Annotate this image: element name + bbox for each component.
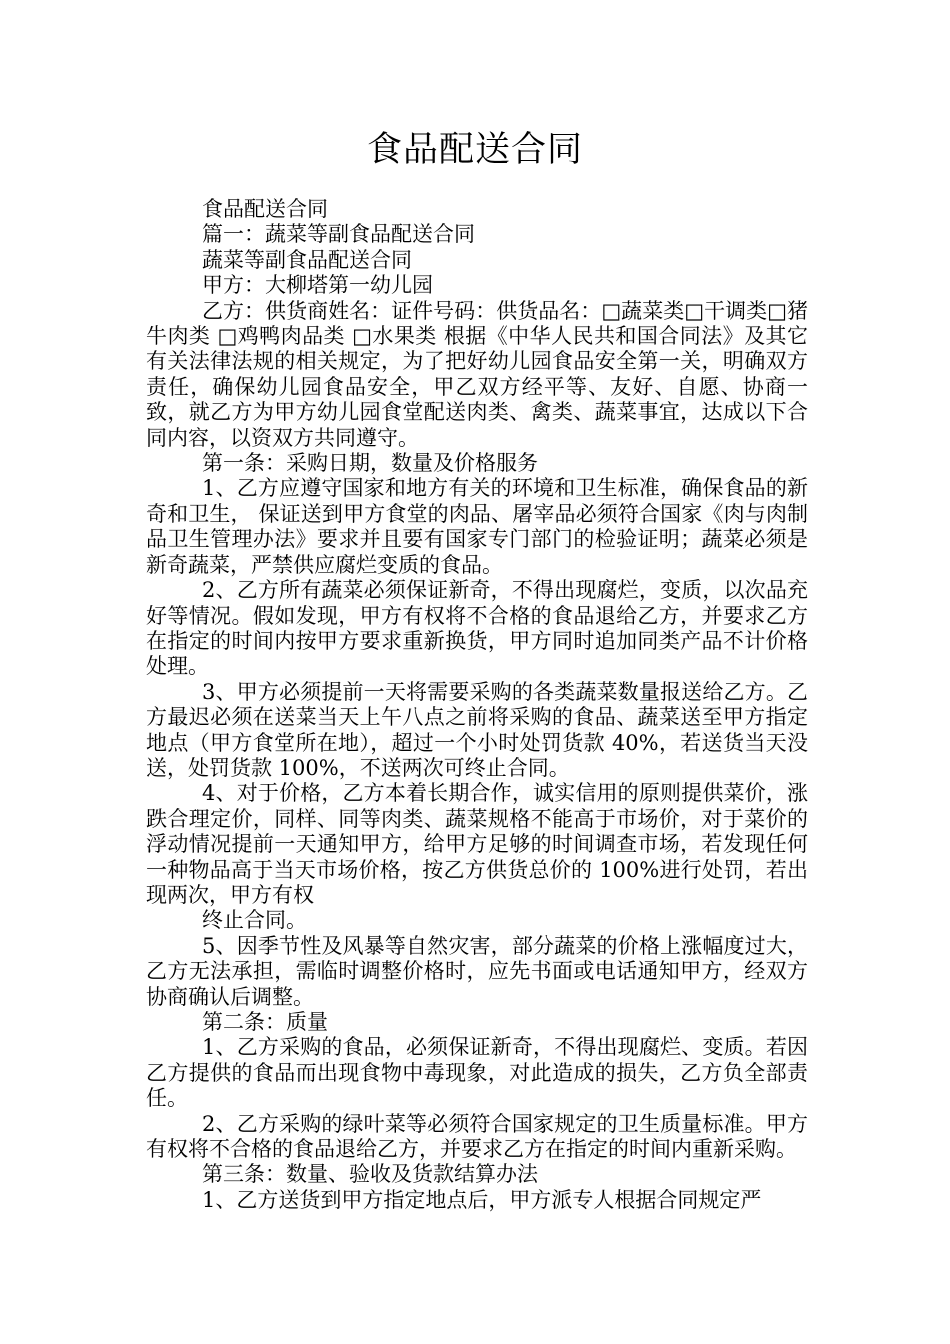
document-title: 食品配送合同 [366, 130, 583, 170]
paragraph-heading: 食品配送合同 [202, 197, 328, 221]
paragraph-chapter-one: 篇一：蔬菜等副食品配送合同 [202, 222, 475, 247]
clause-3-1: 1、乙方送货到甲方指定地点后，甲方派专人根据合同规定严 [202, 1187, 762, 1212]
clause-1-5: 5、因季节性及风暴等自然灾害，部分蔬菜的价格上涨幅度过大，乙方无法承担，需临时调整价格时，应先书面或电话通知甲方，经双方协商确认后调整。 [146, 933, 808, 1009]
clause-1-4-continued: 终止合同。 [202, 908, 307, 933]
document-body [146, 197, 808, 1213]
section-heading-article-1: 第一条：采购日期，数量及价格服务 [202, 451, 538, 476]
section-heading-article-3: 第三条：数量、验收及货款结算办法 [202, 1162, 538, 1187]
clause-2-1: 1、乙方采购的食品，必须保证新奇，不得出现腐烂、变质。若因乙方提供的食品而出现食物中毒现象，对此造成的损失，乙方负全部责任。 [146, 1035, 808, 1111]
clause-1-3: 3、甲方必须提前一天将需要采购的各类蔬菜数量报送给乙方。乙方最迟必须在送菜当天上午八点之前将采购的食品、蔬菜送至甲方指定地点（甲方食堂所在地），超过一个小时处罚货款 40%，若送货当天没送，处罚货款 100%，不送两次可终止合同。 [146, 679, 808, 780]
paragraph-party-a: 甲方：大柳塔第一幼儿园 [202, 273, 433, 298]
section-heading-article-2: 第二条：质量 [202, 1010, 328, 1034]
clause-2-2: 2、乙方采购的绿叶菜等必须符合国家规定的卫生质量标准。甲方有权将不合格的食品退给乙方，并要求乙方在指定的时间内重新采购。 [146, 1111, 808, 1162]
clause-1-2: 2、乙方所有蔬菜必须保证新奇，不得出现腐烂，变质，以次品充好等情况。假如发现，甲方有权将不合格的食品退给乙方，并要求乙方在指定的时间内按甲方要求重新换货，甲方同时追加同类产品不计价格处理。 [146, 578, 808, 679]
clause-1-4: 4、对于价格，乙方本着长期合作，诚实信用的原则提供菜价，涨跌合理定价，同样、同等肉类、蔬菜规格不能高于市场价，对于菜价的浮动情况提前一天通知甲方，给甲方足够的时间调查市场，若发现任何一种物品高于当天市场价格，按乙方供货总价的 100%进行处罚，若出现两次，甲方有权 [146, 781, 808, 907]
paragraph-party-b: 乙方：供货商姓名：证件号码：供货品名：□蔬菜类□干调类□猪牛肉类 □鸡鸭肉品类 □水果类 根据《中华人民共和国合同法》及其它有关法律法规的相关规定，为了把好幼儿园食品安全第一关，明确双方责任，确保幼儿园食品安全，甲乙双方经平等、友好、自愿、协商一致，就乙方为甲方幼儿园食堂配送肉类、禽类、蔬菜事宜，达成以下合同内容，以资双方共同遵守。 [146, 298, 808, 450]
clause-1-1: 1、乙方应遵守国家和地方有关的环境和卫生标准，确保食品的新奇和卫生， 保证送到甲方食堂的肉品、屠宰品必须符合国家《肉与肉制品卫生管理办法》要求并且要有国家专门部门的检验证明；蔬菜必须是新奇蔬菜，严禁供应腐烂变质的食品。 [146, 476, 808, 577]
paragraph-contract-name: 蔬菜等副食品配送合同 [202, 247, 412, 272]
